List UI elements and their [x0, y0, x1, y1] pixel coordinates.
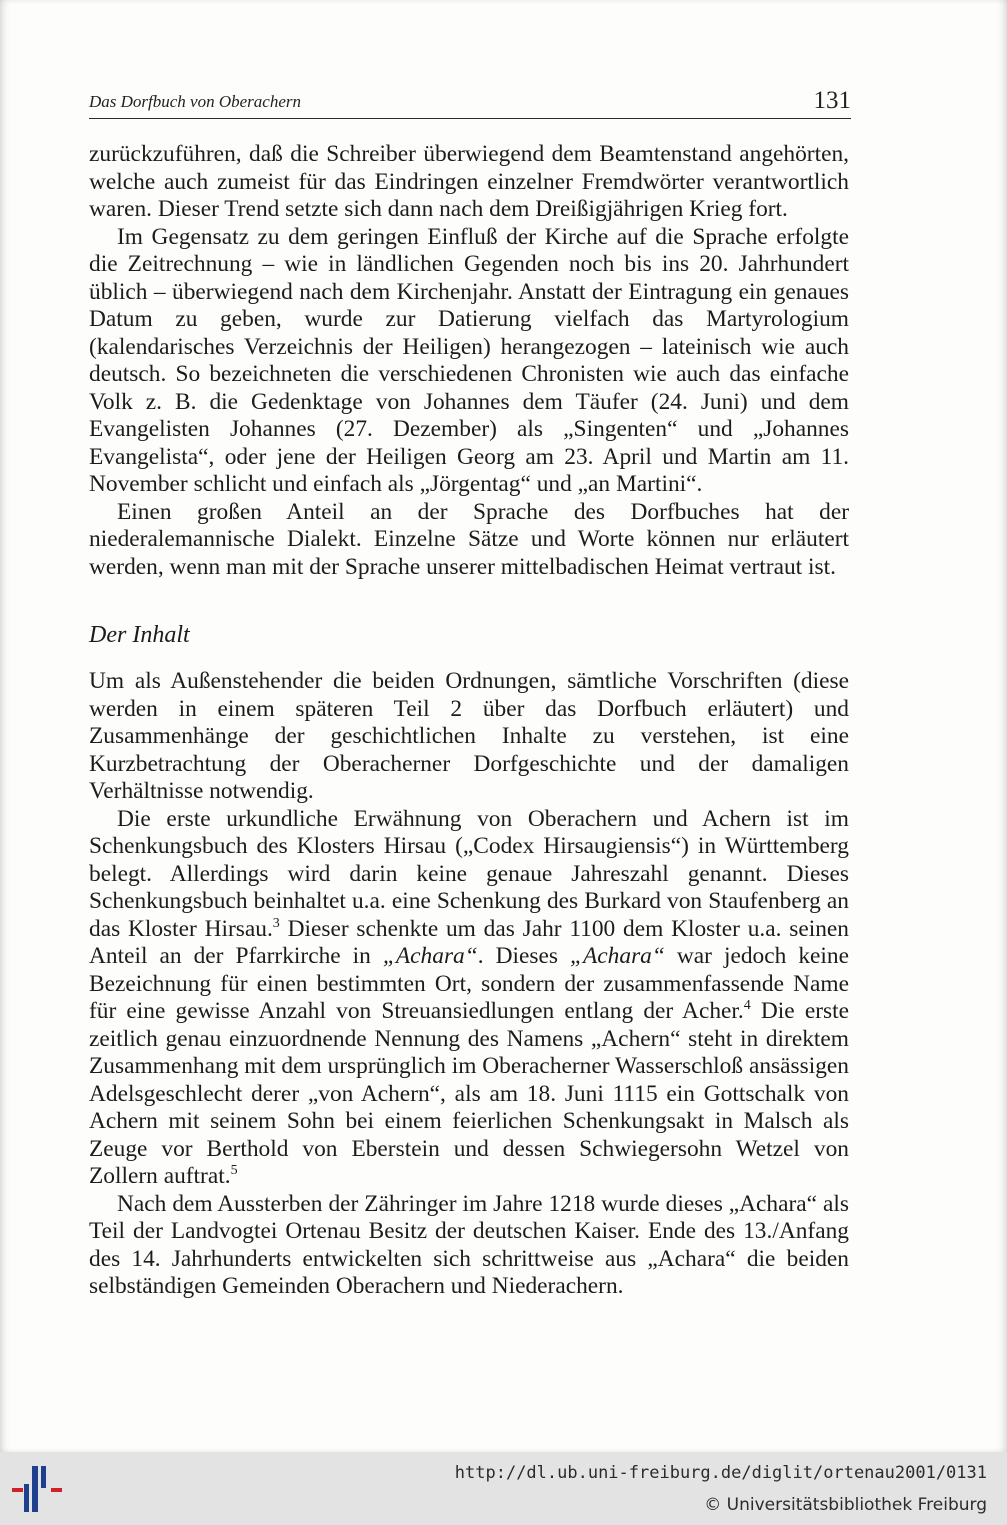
ub-freiburg-logo-icon[interactable]: [10, 1462, 66, 1516]
paragraph-5-part-a: Die erste urkundliche Erwähnung von Oberachern und Achern ist im Schenkungsbuch des Klosters Hirsau („Codex Hirsaugiensis“) in Württemberg belegt. Allerdings wird darin keine genaue Jahreszahl genannt. Dieses Schenkungsbuch beinhaltet u.a. eine Schenkung des Burkard von Staufenberg an das Kloster Hirsau.: [89, 805, 849, 942]
footnote-ref-5[interactable]: 5: [230, 1163, 238, 1178]
running-head: [89, 86, 851, 119]
paragraph-5-part-b: Dieser schenkte um das Jahr 1100 dem Kloster u.a. seinen Anteil an der Pfarrkirche in: [89, 915, 849, 969]
section-heading: Der Inhalt: [89, 622, 190, 648]
paragraph-3: Einen großen Anteil an der Sprache des Dorfbuches hat der niederalemannische Dialekt. Einzelne Sätze und Worte können nur erläutert werden, wenn man mit der Sprache unserer mittelbadischen Heimat vertraut ist.: [89, 498, 849, 580]
paragraph-5-part-c: . Dieses: [477, 943, 570, 969]
footnote-ref-4[interactable]: 4: [743, 998, 751, 1013]
body-text: [89, 141, 849, 1301]
logo-bar-left: [12, 1488, 23, 1492]
footnote-ref-3[interactable]: 3: [272, 915, 280, 931]
paragraph-5: [89, 806, 849, 1191]
paragraph-1: zurückzuführen, daß die Schreiber überwiegend dem Beamtenstand angehörten, welche auch zumeist für das Eindringen einzelner Fremdwörter verantwortlich waren. Dieser Trend setzte sich dann nach dem Dreißigjährigen Krieg fort.: [89, 141, 849, 222]
copyright-notice: © Universitätsbibliothek Freiburg: [704, 1495, 987, 1515]
paragraph-6: Nach dem Aussterben der Zähringer im Jahre 1218 wurde dieses „Achara“ als Teil der Landvogtei Ortenau Besitz der deutschen Kaiser. Ende des 13./Anfang des 14. Jahrhunderts entwickelten sich schrittweise aus „Achara“ die beiden selbständigen Gemeinden Oberachern und Niederachern.: [89, 1190, 849, 1299]
paragraph-5-part-d: war jedoch keine Bezeichnung für einen bestimmten Ort, sondern der zusammenfassende Name für eine gewisse Anzahl von Streuansiedlungen entlang der Acher.: [89, 943, 849, 1024]
logo-bar-center: [32, 1466, 38, 1512]
logo-bar-inner: [24, 1484, 29, 1512]
running-title: Das Dorfbuch von Oberachern: [89, 92, 301, 111]
viewer-footer: [0, 1452, 1007, 1525]
paragraph-4: Um als Außenstehender die beiden Ordnungen, sämtliche Vorschriften (diese werden in einem späteren Teil 2 über das Dorfbuch erläutert) und Zusammenhänge der geschichtlichen Inhalte zu verstehen, ist eine Kurzbetrachtung der Oberacherner Dorfgeschichte und der damaligen Verhältnisse notwendig.: [89, 668, 849, 804]
paragraph-2: Im Gegensatz zu dem geringen Einfluß der Kirche auf die Sprache erfolgte die Zeitrechnung – wie in ländlichen Gegenden noch bis ins 20. Jahrhundert üblich – überwiegend nach dem Kirchenjahr. Anstatt der Eintragung ein genaues Datum zu geben, wurde zur Datierung vielfach das Martyrologium (kalendarisches Verzeichnis der Heiligen) herangezogen – lateinisch wie auch deutsch. So bezeichneten die verschiedenen Chronisten wie auch das einfache Volk z. B. die Gedenktage von Johannes dem Täufer (24. Juni) und dem Evangelisten Johannes (27. Dezember) als „Singenten“ und „Johannes Evangelista“, oder jene der Heiligen Georg am 23. April und Martin am 11. November schlicht und einfach als „Jörgentag“ und „an Martini“.: [89, 223, 849, 497]
achara-term: „Achara“: [382, 943, 478, 969]
logo-bar-right-upper: [41, 1466, 46, 1488]
paragraph-5-part-e: Die erste zeitlich genau einzuordnende Nennung des Namens „Achern“ steht in direktem Zusammenhang mit dem ursprünglich im Oberacherner Wasserschloß ansässigen Adelsgeschlecht derer „von Achern“, als am 18. Juni 1115 ein Gottschalk von Achern mit seinem Sohn bei einem feierlichen Schenkungsakt in Malsch als Zeuge vor Berthold von Eberstein und dessen Schwiegersohn Wetzel von Zollern auftrat.: [89, 998, 849, 1189]
achara-term: „Achara“: [570, 943, 665, 969]
logo-bar-right: [51, 1488, 62, 1492]
document-url-link[interactable]: http://dl.ub.uni-freiburg.de/diglit/ortenau2001/0131: [454, 1463, 987, 1483]
page-number: 131: [813, 87, 851, 114]
